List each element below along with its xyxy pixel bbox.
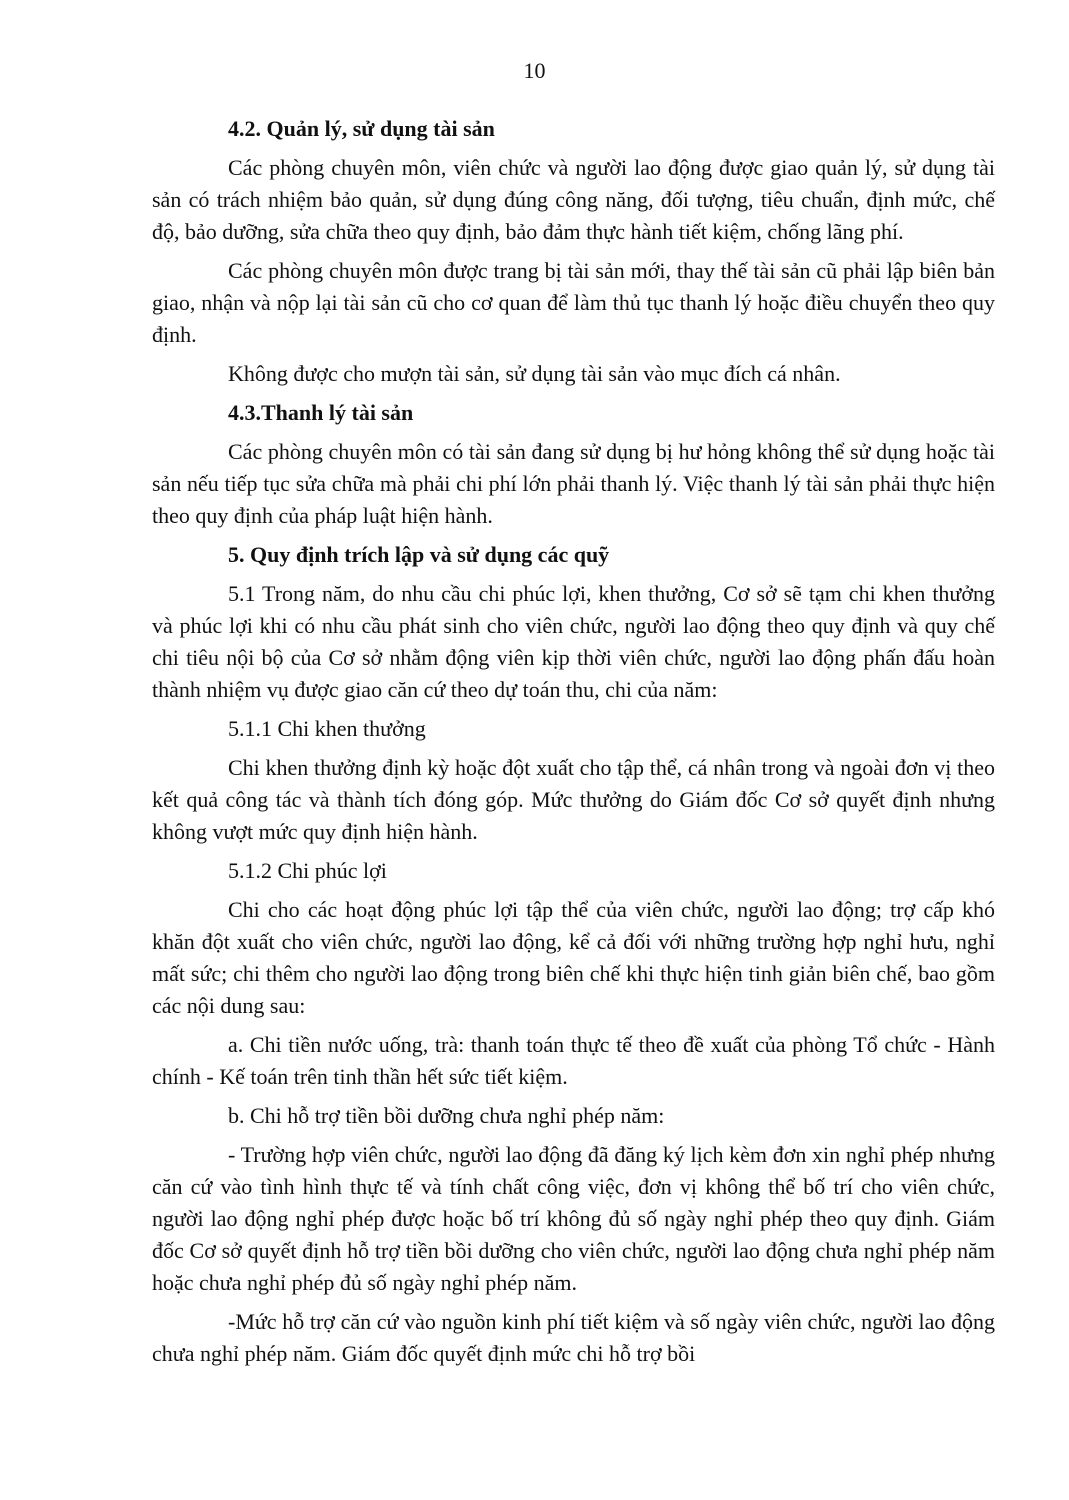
dash-item: -Mức hỗ trợ căn cứ vào nguồn kinh phí tiết kiệm và số ngày viên chức, người lao động chưa nghỉ phép năm. Giám đốc quyết định mức chi hỗ trợ bồi — [152, 1309, 995, 1366]
paragraph: Chi khen thưởng định kỳ hoặc đột xuất cho tập thể, cá nhân trong và ngoài đơn vị theo kết quả công tác và thành tích đóng góp. Mức thưởng do Giám đốc Cơ sở quyết định nhưng không vượt mức quy định hiện hành. — [152, 755, 995, 844]
section-heading-4-3: 4.3.Thanh lý tài sản — [228, 400, 414, 425]
dash-item: - Trường hợp viên chức, người lao động đã đăng ký lịch kèm đơn xin nghỉ phép nhưng căn cứ vào tình hình thực tế và tính chất công việc, đơn vị không thể bố trí cho viên chức, người lao động nghỉ phép được hoặc bố trí không đủ số ngày nghỉ phép theo quy định. Giám đốc Cơ sở quyết định hỗ trợ tiền bồi dưỡng cho viên chức, người lao động chưa nghỉ phép năm hoặc chưa nghỉ phép đủ số ngày nghỉ phép năm. — [152, 1142, 995, 1295]
paragraph: Các phòng chuyên môn được trang bị tài sản mới, thay thế tài sản cũ phải lập biên bản giao, nhận và nộp lại tài sản cũ cho cơ quan để làm thủ tục thanh lý hoặc điều chuyển theo quy định. — [152, 258, 995, 347]
section-heading-5: 5. Quy định trích lập và sử dụng các quỹ — [228, 542, 610, 567]
paragraph: Các phòng chuyên môn có tài sản đang sử dụng bị hư hỏng không thể sử dụng hoặc tài sản nếu tiếp tục sửa chữa mà phải chi phí lớn phải thanh lý. Việc thanh lý tài sản phải thực hiện theo quy định của pháp luật hiện hành. — [152, 439, 995, 528]
paragraph: Chi cho các hoạt động phúc lợi tập thể của viên chức, người lao động; trợ cấp khó khăn đột xuất cho viên chức, người lao động, kể cả đối với những trường hợp nghỉ hưu, nghỉ mất sức; chi thêm cho người lao động trong biên chế khi thực hiện tinh giản biên chế, bao gồm các nội dung sau: — [152, 897, 995, 1018]
paragraph: Không được cho mượn tài sản, sử dụng tài sản vào mục đích cá nhân. — [228, 361, 841, 386]
document-body — [152, 113, 995, 1377]
subsection-title-5-1-1: 5.1.1 Chi khen thưởng — [228, 716, 426, 741]
paragraph: 5.1 Trong năm, do nhu cầu chi phúc lợi, khen thưởng, Cơ sở sẽ tạm chi khen thưởng và phúc lợi khi có nhu cầu phát sinh cho viên chức, người lao động theo quy định và quy chế chi tiêu nội bộ của Cơ sở nhằm động viên kịp thời viên chức, người lao động phấn đấu hoàn thành nhiệm vụ được giao căn cứ theo dự toán thu, chi của năm: — [152, 581, 995, 702]
page-number: 10 — [523, 58, 546, 83]
list-item: b. Chi hỗ trợ tiền bồi dưỡng chưa nghỉ phép năm: — [228, 1103, 665, 1128]
subsection-title-5-1-2: 5.1.2 Chi phúc lợi — [228, 858, 387, 883]
list-item: a. Chi tiền nước uống, trà: thanh toán thực tế theo đề xuất của phòng Tổ chức - Hành chính - Kế toán trên tinh thần hết sức tiết kiệm. — [152, 1032, 995, 1089]
paragraph: Các phòng chuyên môn, viên chức và người lao động được giao quản lý, sử dụng tài sản có trách nhiệm bảo quản, sử dụng đúng công năng, đối tượng, tiêu chuẩn, định mức, chế độ, bảo dưỡng, sửa chữa theo quy định, bảo đảm thực hành tiết kiệm, chống lãng phí. — [152, 155, 995, 244]
section-heading-4-2: 4.2. Quản lý, sử dụng tài sản — [228, 116, 495, 141]
